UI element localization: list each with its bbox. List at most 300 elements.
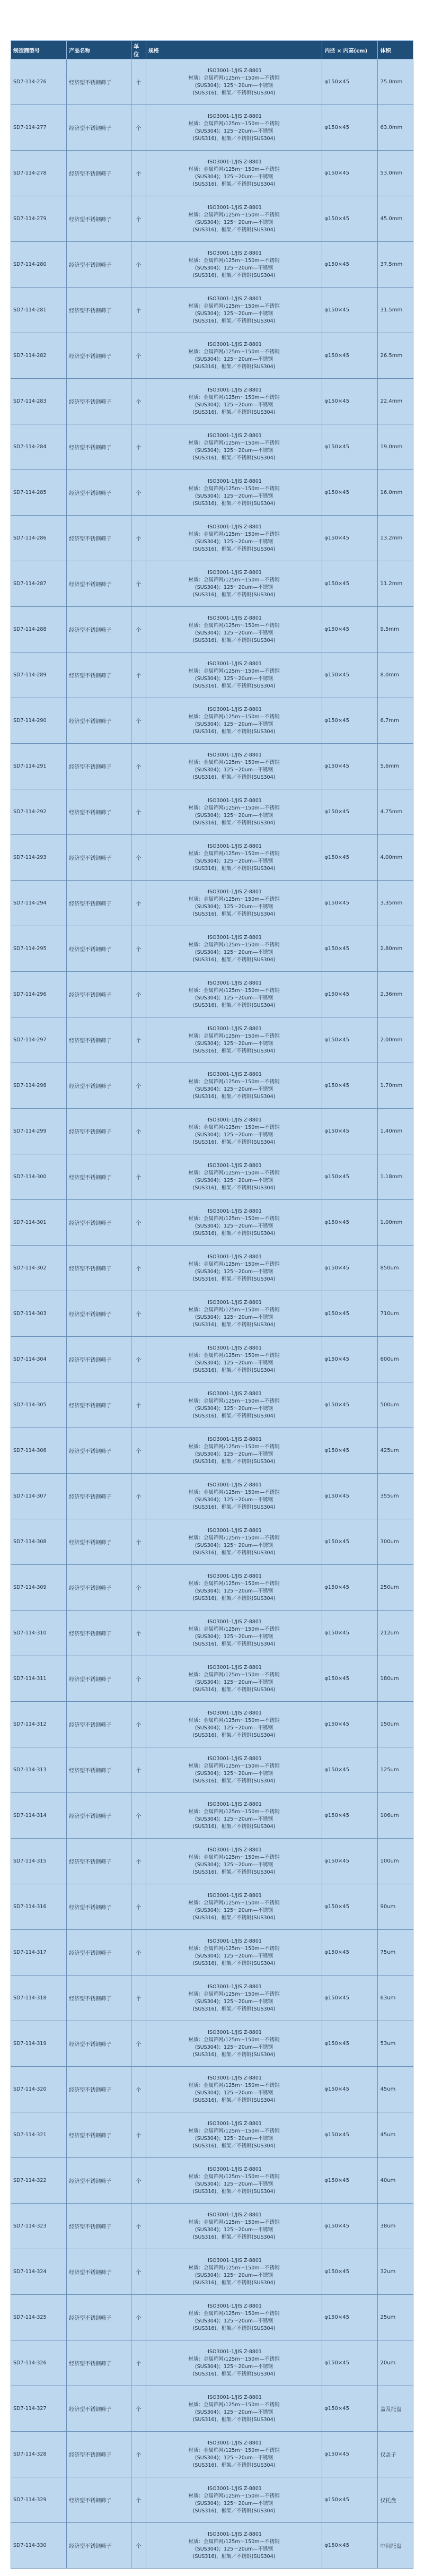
spec-line: (SUS316)，框架／不锈钢(SUS304) (192, 135, 276, 142)
table-row (11, 1246, 413, 1291)
table-row (11, 835, 413, 881)
spec-line: 材质：金属筛网/125m～150m—不锈钢 (188, 2538, 280, 2545)
spec-line: (SUS316)，框架／不锈钢(SUS304) (192, 363, 276, 370)
cell-dimensions: φ150×45 (322, 2249, 378, 2295)
cell-spec (146, 2204, 322, 2249)
cell-capacity: 37.5mm (378, 242, 413, 288)
cell-model: SD7-114-299 (11, 1109, 67, 1154)
cell-model: SD7-114-311 (11, 1656, 67, 1702)
cell-unit: 个 (131, 698, 146, 744)
table-row (11, 2158, 413, 2204)
table-row (11, 2477, 413, 2523)
spec-line: (SUS316)，框架／不锈钢(SUS304) (192, 2006, 276, 2012)
header-row (11, 41, 413, 59)
cell-unit: 个 (131, 288, 146, 333)
cell-capacity: 125um (378, 1747, 413, 1793)
cell-model: SD7-114-286 (11, 516, 67, 561)
cell-dimensions: φ150×45 (322, 516, 378, 561)
table-row (11, 288, 413, 333)
cell-name: 经济型不锈钢筛子 (67, 1428, 131, 1474)
cell-name: 经济型不锈钢筛子 (67, 1474, 131, 1519)
cell-dimensions: φ150×45 (322, 151, 378, 196)
cell-dimensions: φ150×45 (322, 1519, 378, 1565)
spec-line: 材质：金属筛网/125m～150m—不锈钢 (188, 668, 280, 674)
cell-unit: 个 (131, 1200, 146, 1246)
cell-spec (146, 789, 322, 835)
cell-unit: 个 (131, 2067, 146, 2112)
cell-spec (146, 105, 322, 151)
cell-unit: 个 (131, 1702, 146, 1747)
table-row (11, 242, 413, 288)
cell-model: SD7-114-301 (11, 1200, 67, 1246)
spec-line: (SUS304)；125～20um—不锈钢 (195, 402, 273, 408)
spec-line: 材质：金属筛网/125m～150m—不锈钢 (188, 1033, 280, 1039)
cell-unit: 个 (131, 196, 146, 242)
spec-line: (SUS316)，框架／不锈钢(SUS304) (192, 1504, 276, 1510)
cell-spec (146, 926, 322, 972)
cell-unit: 个 (131, 1930, 146, 1975)
spec-line: ·ISO3001-1/JIS Z-8801 (206, 1710, 262, 1716)
spec-line: 材质：金属筛网/125m～150m—不锈钢 (188, 2082, 280, 2088)
table-row (11, 607, 413, 652)
product-table (11, 40, 413, 2569)
cell-model: SD7-114-319 (11, 2021, 67, 2067)
cell-model: SD7-114-294 (11, 881, 67, 926)
spec-line: (SUS304)；125～20um—不锈钢 (195, 2181, 273, 2187)
cell-capacity: 710um (378, 1291, 413, 1337)
spec-line: 材质：金属筛网/125m～150m—不锈钢 (188, 166, 280, 172)
spec-line: (SUS316)，框架／不锈钢(SUS304) (192, 1413, 276, 1419)
header-dim: 内径 × 内高(cm) (322, 41, 378, 59)
cell-spec (146, 1930, 322, 1975)
cell-dimensions: φ150×45 (322, 1975, 378, 2021)
cell-spec (146, 2295, 322, 2340)
cell-model: SD7-114-321 (11, 2112, 67, 2158)
table-row (11, 789, 413, 835)
table-row (11, 1382, 413, 1428)
cell-capacity: 31.5mm (378, 288, 413, 333)
cell-unit: 个 (131, 1747, 146, 1793)
cell-model: SD7-114-276 (11, 59, 67, 105)
cell-spec (146, 1154, 322, 1200)
spec-line: ·ISO3001-1/JIS Z-8801 (206, 1390, 262, 1397)
cell-capacity: 150um (378, 1702, 413, 1747)
spec-line: (SUS304)；125～20um—不锈钢 (195, 1360, 273, 1366)
cell-unit: 个 (131, 607, 146, 652)
cell-capacity: 26.5mm (378, 333, 413, 379)
spec-line: (SUS304)；125～20um—不锈钢 (195, 356, 273, 362)
spec-line: ·ISO3001-1/JIS Z-8801 (206, 2166, 262, 2172)
spec-line: (SUS304)；125～20um—不锈钢 (195, 1451, 273, 1457)
cell-dimensions: φ150×45 (322, 1337, 378, 1382)
spec-line: 材质：金属筛网/125m～150m—不锈钢 (188, 212, 280, 218)
cell-dimensions: φ150×45 (322, 242, 378, 288)
cell-capacity: 75.0mm (378, 59, 413, 105)
cell-model: SD7-114-293 (11, 835, 67, 881)
spec-line: (SUS304)；125～20um—不锈钢 (195, 2318, 273, 2324)
table-row (11, 744, 413, 789)
spec-line: ·ISO3001-1/JIS Z-8801 (206, 889, 262, 895)
spec-line: (SUS304)；125～20um—不锈钢 (195, 219, 273, 225)
spec-line: ·ISO3001-1/JIS Z-8801 (206, 1208, 262, 1214)
cell-name: 经济型不锈钢筛子 (67, 1839, 131, 1884)
spec-line: (SUS316)，框架／不锈钢(SUS304) (192, 1230, 276, 1237)
cell-spec (146, 1428, 322, 1474)
table-row (11, 1930, 413, 1975)
spec-line: ·ISO3001-1/JIS Z-8801 (206, 1938, 262, 1944)
cell-dimensions: φ150×45 (322, 2204, 378, 2249)
table-row (11, 196, 413, 242)
spec-line: ·ISO3001-1/JIS Z-8801 (206, 341, 262, 347)
spec-line: ·ISO3001-1/JIS Z-8801 (206, 1983, 262, 1990)
spec-line: ·ISO3001-1/JIS Z-8801 (206, 1071, 262, 1077)
cell-model: SD7-114-309 (11, 1565, 67, 1611)
cell-model: SD7-114-277 (11, 105, 67, 151)
spec-line: (SUS304)；125～20um—不锈钢 (195, 1861, 273, 1868)
spec-line: 材质：金属筛网/125m～150m—不锈钢 (188, 1672, 280, 1678)
table-row (11, 1793, 413, 1839)
spec-line: (SUS304)；125～20um—不锈钢 (195, 949, 273, 955)
cell-name: 经济型不锈钢筛子 (67, 926, 131, 972)
product-table-container (11, 40, 413, 2569)
cell-capacity: 45um (378, 2112, 413, 2158)
table-row (11, 1884, 413, 1930)
spec-line: 材质：金属筛网/125m～150m—不锈钢 (188, 577, 280, 583)
spec-line: (SUS316)，框架／不锈钢(SUS304) (192, 820, 276, 826)
spec-line: ·ISO3001-1/JIS Z-8801 (206, 569, 262, 576)
spec-line: ·ISO3001-1/JIS Z-8801 (206, 1117, 262, 1123)
spec-line: (SUS304)；125～20um—不锈钢 (195, 493, 273, 499)
cell-name: 经济型不锈钢筛子 (67, 2523, 131, 2569)
cell-unit: 个 (131, 2112, 146, 2158)
spec-line: ·ISO3001-1/JIS Z-8801 (206, 615, 262, 621)
cell-capacity: 100um (378, 1839, 413, 1884)
cell-spec (146, 2158, 322, 2204)
cell-spec (146, 2067, 322, 2112)
spec-line: (SUS316)，框架／不锈钢(SUS304) (192, 774, 276, 780)
cell-name: 经济型不锈钢筛子 (67, 59, 131, 105)
table-row (11, 2204, 413, 2249)
spec-line: (SUS316)，框架／不锈钢(SUS304) (192, 683, 276, 689)
cell-capacity: 19.0mm (378, 424, 413, 470)
cell-unit: 个 (131, 972, 146, 1017)
spec-line: 材质：金属筛网/125m～150m—不锈钢 (188, 257, 280, 264)
cell-unit: 个 (131, 1154, 146, 1200)
cell-model: SD7-114-314 (11, 1793, 67, 1839)
cell-capacity: 300um (378, 1519, 413, 1565)
spec-line: (SUS304)；125～20um—不锈钢 (195, 1633, 273, 1640)
cell-spec (146, 1611, 322, 1656)
cell-capacity: 250um (378, 1565, 413, 1611)
cell-model: SD7-114-329 (11, 2477, 67, 2523)
spec-line: (SUS304)；125～20um—不锈钢 (195, 675, 273, 682)
spec-line: (SUS316)，框架／不锈钢(SUS304) (192, 1641, 276, 1647)
cell-model: SD7-114-307 (11, 1474, 67, 1519)
spec-line: (SUS316)，框架／不锈钢(SUS304) (192, 1139, 276, 1145)
cell-spec (146, 2386, 322, 2432)
cell-capacity: 8.0mm (378, 652, 413, 698)
cell-unit: 个 (131, 789, 146, 835)
table-row (11, 1428, 413, 1474)
spec-line: ·ISO3001-1/JIS Z-8801 (206, 113, 262, 119)
cell-unit: 个 (131, 333, 146, 379)
spec-line: ·ISO3001-1/JIS Z-8801 (206, 980, 262, 986)
spec-line: 材质：金属筛网/125m～150m—不锈钢 (188, 2265, 280, 2271)
spec-line: ·ISO3001-1/JIS Z-8801 (206, 1664, 262, 1670)
cell-spec (146, 2112, 322, 2158)
spec-line: 材质：金属筛网/125m～150m—不锈钢 (188, 1535, 280, 1541)
spec-line: 材质：金属筛网/125m～150m—不锈钢 (188, 1443, 280, 1450)
cell-dimensions: φ150×45 (322, 2432, 378, 2477)
spec-line: (SUS316)，框架／不锈钢(SUS304) (192, 181, 276, 187)
cell-spec (146, 1702, 322, 1747)
cell-model: SD7-114-330 (11, 2523, 67, 2569)
spec-line: (SUS304)；125～20um—不锈钢 (195, 858, 273, 864)
cell-name: 经济型不锈钢筛子 (67, 972, 131, 1017)
cell-unit: 个 (131, 926, 146, 972)
spec-line: ·ISO3001-1/JIS Z-8801 (206, 387, 262, 393)
table-row (11, 1017, 413, 1063)
cell-model: SD7-114-280 (11, 242, 67, 288)
cell-capacity: 20um (378, 2340, 413, 2386)
cell-unit: 个 (131, 59, 146, 105)
table-row (11, 1519, 413, 1565)
cell-model: SD7-114-287 (11, 561, 67, 607)
spec-line: 材质：金属筛网/125m～150m—不锈钢 (188, 2356, 280, 2362)
cell-dimensions: φ150×45 (322, 2112, 378, 2158)
spec-line: (SUS304)；125～20um—不锈钢 (195, 1314, 273, 1320)
header-spec: 规格 (146, 41, 322, 59)
spec-line: (SUS304)；125～20um—不锈钢 (195, 584, 273, 590)
cell-name: 经济型不锈钢筛子 (67, 1975, 131, 2021)
spec-line: (SUS316)，框架／不锈钢(SUS304) (192, 227, 276, 233)
cell-unit: 个 (131, 105, 146, 151)
spec-line: (SUS304)；125～20um—不锈钢 (195, 1040, 273, 1047)
spec-line: 材质：金属筛网/125m～150m—不锈钢 (188, 1580, 280, 1587)
spec-line: (SUS304)；125～20um—不锈钢 (195, 2363, 273, 2370)
table-row (11, 1200, 413, 1246)
spec-line: (SUS316)，框架／不锈钢(SUS304) (192, 2051, 276, 2058)
cell-spec (146, 2432, 322, 2477)
cell-spec (146, 1975, 322, 2021)
cell-model: SD7-114-304 (11, 1337, 67, 1382)
cell-name: 经济型不锈钢筛子 (67, 652, 131, 698)
spec-line: 材质：金属筛网/125m～150m—不锈钢 (188, 1991, 280, 1997)
table-row (11, 105, 413, 151)
cell-name: 经济型不锈钢筛子 (67, 2386, 131, 2432)
spec-line: 材质：金属筛网/125m～150m—不锈钢 (188, 713, 280, 720)
spec-line: 材质：金属筛网/125m～150m—不锈钢 (188, 120, 280, 127)
table-row (11, 972, 413, 1017)
cell-unit: 个 (131, 835, 146, 881)
spec-line: 材质：金属筛网/125m～150m—不锈钢 (188, 75, 280, 81)
cell-unit: 个 (131, 744, 146, 789)
header-cap: 体积 (378, 41, 413, 59)
spec-line: 材质：金属筛网/125m～150m—不锈钢 (188, 2173, 280, 2180)
spec-line: (SUS316)，框架／不锈钢(SUS304) (192, 2234, 276, 2240)
spec-line: (SUS316)，框架／不锈钢(SUS304) (192, 90, 276, 96)
cell-capacity: 212um (378, 1611, 413, 1656)
spec-line: (SUS304)；125～20um—不锈钢 (195, 1998, 273, 2005)
cell-capacity: 1.00mm (378, 1200, 413, 1246)
spec-line: ·ISO3001-1/JIS Z-8801 (206, 706, 262, 712)
cell-capacity: 2.00mm (378, 1017, 413, 1063)
cell-capacity: 90um (378, 1884, 413, 1930)
spec-line: 材质：金属筛网/125m～150m—不锈钢 (188, 1489, 280, 1495)
cell-name: 经济型不锈钢筛子 (67, 1063, 131, 1109)
cell-unit: 个 (131, 379, 146, 424)
spec-line: ·ISO3001-1/JIS Z-8801 (206, 2303, 262, 2309)
cell-capacity: 13.2mm (378, 516, 413, 561)
spec-line: ·ISO3001-1/JIS Z-8801 (206, 159, 262, 165)
cell-dimensions: φ150×45 (322, 470, 378, 516)
spec-line: (SUS316)，框架／不锈钢(SUS304) (192, 2279, 276, 2286)
spec-line: ·ISO3001-1/JIS Z-8801 (206, 1162, 262, 1169)
spec-line: 材质：金属筛网/125m～150m—不锈钢 (188, 531, 280, 537)
spec-line: (SUS304)；125～20um—不锈钢 (195, 1542, 273, 1548)
cell-spec (146, 333, 322, 379)
cell-dimensions: φ150×45 (322, 2067, 378, 2112)
cell-spec (146, 424, 322, 470)
cell-unit: 个 (131, 1474, 146, 1519)
spec-line: (SUS316)，框架／不锈钢(SUS304) (192, 956, 276, 963)
cell-unit: 个 (131, 1656, 146, 1702)
spec-line: 材质：金属筛网/125m～150m—不锈钢 (188, 759, 280, 765)
cell-spec (146, 379, 322, 424)
cell-dimensions: φ150×45 (322, 1109, 378, 1154)
cell-name: 经济型不锈钢筛子 (67, 2432, 131, 2477)
spec-line: (SUS304)；125～20um—不锈钢 (195, 1132, 273, 1138)
cell-model: SD7-114-288 (11, 607, 67, 652)
cell-model: SD7-114-315 (11, 1839, 67, 1884)
cell-model: SD7-114-305 (11, 1382, 67, 1428)
cell-spec (146, 652, 322, 698)
spec-line: ·ISO3001-1/JIS Z-8801 (206, 2531, 262, 2537)
cell-name: 经济型不锈钢筛子 (67, 1200, 131, 1246)
cell-capacity: 2.80mm (378, 926, 413, 972)
cell-unit: 个 (131, 1017, 146, 1063)
spec-line: (SUS316)，框架／不锈钢(SUS304) (192, 318, 276, 324)
spec-line: ·ISO3001-1/JIS Z-8801 (206, 1801, 262, 1807)
cell-capacity: 63.0mm (378, 105, 413, 151)
cell-model: SD7-114-306 (11, 1428, 67, 1474)
spec-line: ·ISO3001-1/JIS Z-8801 (206, 2120, 262, 2127)
cell-unit: 个 (131, 1109, 146, 1154)
spec-line: (SUS304)；125～20um—不锈钢 (195, 447, 273, 454)
cell-capacity: 1.70mm (378, 1063, 413, 1109)
spec-line: (SUS304)；125～20um—不锈钢 (195, 2272, 273, 2278)
spec-line: 材质：金属筛网/125m～150m—不锈钢 (188, 1900, 280, 1906)
cell-unit: 个 (131, 1565, 146, 1611)
cell-name: 经济型不锈钢筛子 (67, 1793, 131, 1839)
table-row (11, 2021, 413, 2067)
cell-unit: 个 (131, 2295, 146, 2340)
cell-model: SD7-114-291 (11, 744, 67, 789)
cell-name: 经济型不锈钢筛子 (67, 379, 131, 424)
cell-model: SD7-114-298 (11, 1063, 67, 1109)
cell-spec (146, 561, 322, 607)
spec-line: (SUS304)；125～20um—不锈钢 (195, 812, 273, 819)
cell-dimensions: φ150×45 (322, 1474, 378, 1519)
spec-line: 材质：金属筛网/125m～150m—不锈钢 (188, 2493, 280, 2499)
spec-line: (SUS304)；125～20um—不锈钢 (195, 630, 273, 636)
cell-dimensions: φ150×45 (322, 1246, 378, 1291)
table-row (11, 424, 413, 470)
table-row (11, 1747, 413, 1793)
table-row (11, 698, 413, 744)
cell-model: SD7-114-292 (11, 789, 67, 835)
spec-line: ·ISO3001-1/JIS Z-8801 (206, 1527, 262, 1534)
cell-spec (146, 1747, 322, 1793)
spec-line: (SUS304)；125～20um—不锈钢 (195, 310, 273, 317)
cell-unit: 个 (131, 2523, 146, 2569)
cell-name: 经济型不锈钢筛子 (67, 288, 131, 333)
spec-line: 材质：金属筛网/125m～150m—不锈钢 (188, 2447, 280, 2453)
cell-name: 经济型不锈钢筛子 (67, 1702, 131, 1747)
spec-line: ·ISO3001-1/JIS Z-8801 (206, 2348, 262, 2355)
cell-spec (146, 242, 322, 288)
cell-unit: 个 (131, 1428, 146, 1474)
table-row (11, 2112, 413, 2158)
spec-line: 材质：金属筛网/125m～150m—不锈钢 (188, 394, 280, 401)
cell-dimensions: φ150×45 (322, 196, 378, 242)
spec-line: 材质：金属筛网/125m～150m—不锈钢 (188, 485, 280, 492)
spec-line: (SUS304)；125～20um—不锈钢 (195, 1770, 273, 1777)
cell-name: 经济型不锈钢筛子 (67, 1246, 131, 1291)
spec-line: (SUS304)；125～20um—不锈钢 (195, 173, 273, 180)
cell-dimensions: φ150×45 (322, 105, 378, 151)
cell-model: SD7-114-313 (11, 1747, 67, 1793)
spec-line: (SUS316)，框架／不锈钢(SUS304) (192, 1002, 276, 1008)
cell-name: 经济型不锈钢筛子 (67, 1747, 131, 1793)
cell-name: 经济型不锈钢筛子 (67, 1656, 131, 1702)
spec-line: ·ISO3001-1/JIS Z-8801 (206, 250, 262, 256)
cell-dimensions: φ150×45 (322, 1017, 378, 1063)
spec-line: (SUS316)，框架／不锈钢(SUS304) (192, 1367, 276, 1373)
cell-capacity: 500um (378, 1382, 413, 1428)
table-row (11, 881, 413, 926)
cell-model: SD7-114-318 (11, 1975, 67, 2021)
spec-line: (SUS316)，框架／不锈钢(SUS304) (192, 2462, 276, 2468)
cell-dimensions: φ150×45 (322, 1200, 378, 1246)
spec-line: (SUS304)；125～20um—不锈钢 (195, 1223, 273, 1229)
cell-model: SD7-114-324 (11, 2249, 67, 2295)
cell-model: SD7-114-323 (11, 2204, 67, 2249)
spec-line: 材质：金属筛网/125m～150m—不锈钢 (188, 2401, 280, 2408)
spec-line: (SUS304)；125～20um—不锈钢 (195, 2226, 273, 2233)
spec-line: 材质：金属筛网/125m～150m—不锈钢 (188, 440, 280, 446)
spec-line: (SUS304)；125～20um—不锈钢 (195, 1086, 273, 1092)
cell-name: 经济型不锈钢筛子 (67, 2067, 131, 2112)
spec-line: (SUS304)；125～20um—不锈钢 (195, 1588, 273, 1594)
cell-dimensions: φ150×45 (322, 2158, 378, 2204)
cell-spec (146, 1884, 322, 1930)
cell-unit: 个 (131, 1382, 146, 1428)
cell-capacity: 中间托盘 (378, 2523, 413, 2569)
cell-name: 经济型不锈钢筛子 (67, 2477, 131, 2523)
cell-model: SD7-114-282 (11, 333, 67, 379)
spec-line: 材质：金属筛网/125m～150m—不锈钢 (188, 1261, 280, 1267)
cell-unit: 个 (131, 2386, 146, 2432)
cell-spec (146, 2477, 322, 2523)
spec-line: ·ISO3001-1/JIS Z-8801 (206, 432, 262, 439)
spec-line: 材质：金属筛网/125m～150m—不锈钢 (188, 1854, 280, 1860)
cell-unit: 个 (131, 652, 146, 698)
cell-unit: 个 (131, 1839, 146, 1884)
cell-capacity: 45.0mm (378, 196, 413, 242)
cell-spec (146, 2249, 322, 2295)
header-name: 产品名称 (67, 41, 131, 59)
